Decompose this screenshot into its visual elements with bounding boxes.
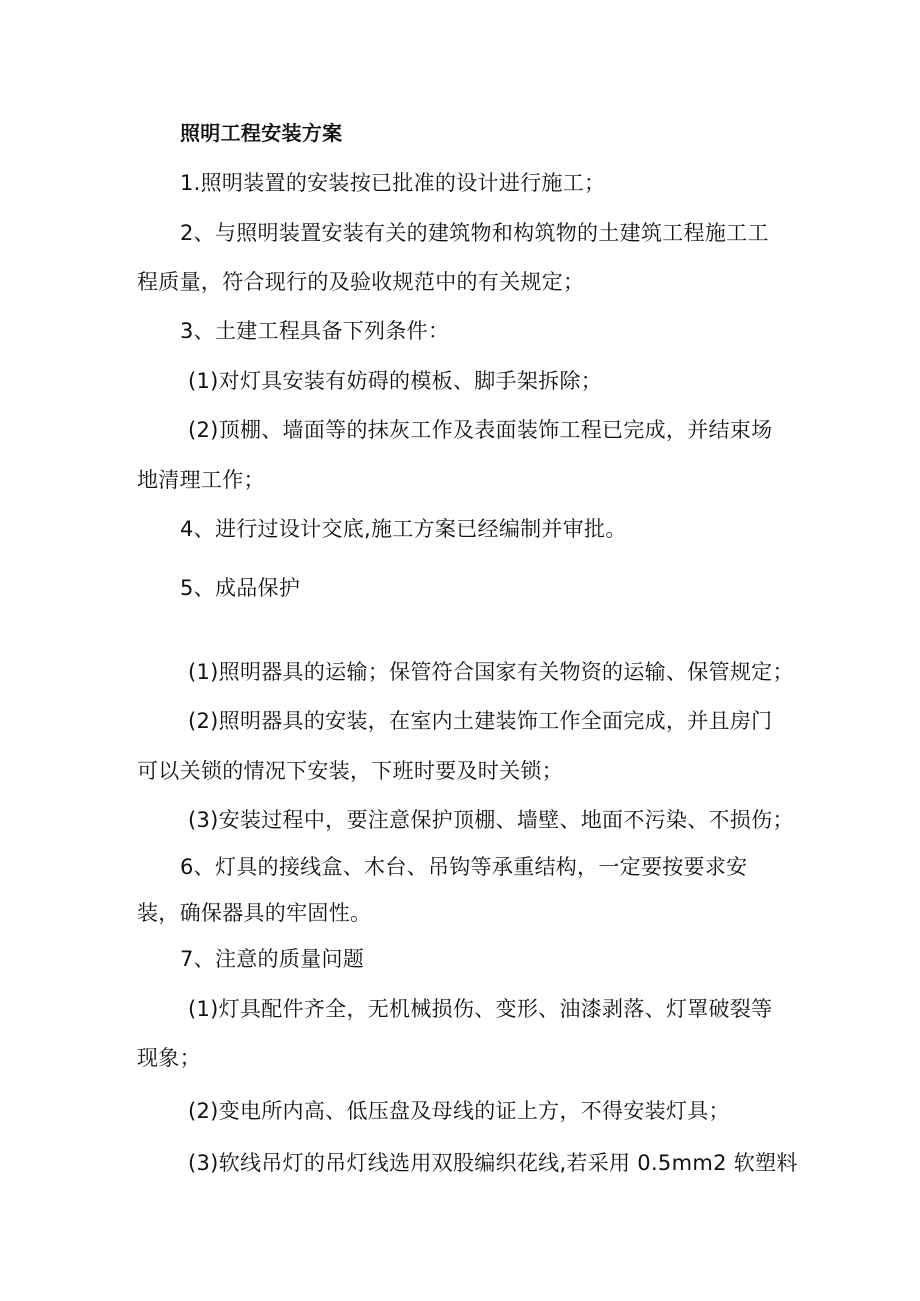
text-line: 可以关锁的情况下安装，下班时要及时关锁； <box>137 759 563 783</box>
text-line: 7、注意的质量问题 <box>180 947 365 971</box>
text-line: 地清理工作； <box>137 468 265 492</box>
text-line: (2)变电所内高、低压盘及母线的证上方，不得安装灯具； <box>188 1099 730 1123</box>
text-line: 现象； <box>137 1046 201 1070</box>
text-line: (1)灯具配件齐全，无机械损伤、变形、油漆剥落、灯罩破裂等 <box>188 997 773 1021</box>
text-line: 4、进行过设计交底,施工方案已经编制并审批。 <box>180 517 627 541</box>
text-line: (2)照明器具的安装，在室内土建装饰工作全面完成，并且房门 <box>188 709 773 733</box>
text-line: 装，确保器具的牢固性。 <box>137 901 372 925</box>
text-line: (1)对灯具安装有妨碍的模板、脚手架拆除； <box>188 369 603 393</box>
text-line: (1)照明器具的运输；保管符合国家有关物资的运输、保管规定； <box>188 660 794 684</box>
text-line: (2)顶棚、墙面等的抹灰工作及表面装饰工程已完成，并结束场 <box>188 418 773 442</box>
text-line: 程质量，符合现行的及验收规范中的有关规定； <box>137 270 585 294</box>
text-line: 1.照明装置的安装按已批准的设计进行施工； <box>180 171 606 195</box>
text-line: 6、灯具的接线盒、木台、吊钩等承重结构，一定要按要求安 <box>180 855 748 879</box>
text-line: 5、成品保护 <box>180 576 301 600</box>
text-line: (3)安装过程中，要注意保护顶棚、墙壁、地面不污染、不损伤； <box>188 808 794 832</box>
text-line: 3、土建工程具备下列条件： <box>180 319 450 343</box>
document-title: 照明工程安装方案 <box>180 121 343 145</box>
text-line: 2、与照明装置安装有关的建筑物和构筑物的土建筑工程施工工 <box>180 221 769 245</box>
text-line: (3)软线吊灯的吊灯线选用双股编织花线,若采用 0.5mm2 软塑料 <box>188 1151 798 1175</box>
